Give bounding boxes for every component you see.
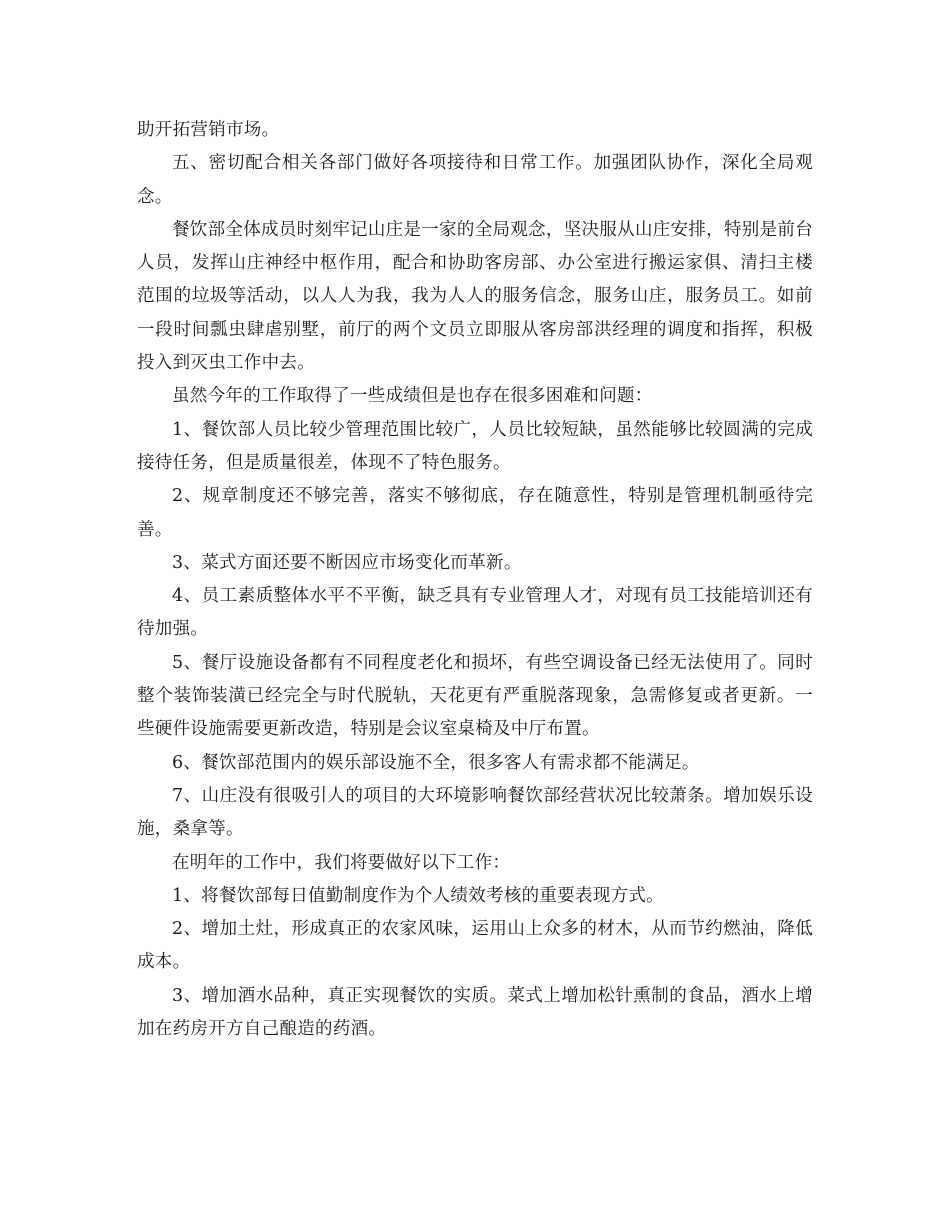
problem-item-5: 5、餐厅设施设备都有不同程度老化和损坏，有些空调设备已经无法使用了。同时整个装饰装潢已经完全与时代脱轨，天花更有严重脱落现象，急需修复或者更新。一些硬件设施需要更新改造，特别是会议室桌椅及中厅布置。 [137,652,813,740]
plan-item-3: 3、增加酒水品种，真正实现餐饮的实质。菜式上增加松针熏制的食品，酒水上增加在药房开方自己酿造的药酒。 [137,985,813,1040]
paragraph-continuation: 助开拓营销市场。 [137,120,280,140]
document-body [137,114,813,1046]
problem-item-1: 1、餐饮部人员比较少管理范围比较广，人员比较短缺，虽然能够比较圆满的完成接待任务，但是质量很差，体现不了特色服务。 [137,419,813,473]
problem-item-3: 3、菜式方面还要不断因应市场变化而革新。 [172,552,522,573]
problem-item-2: 2、规章制度还不够完善，落实不够彻底，存在随意性，特别是管理机制亟待完善。 [137,486,813,540]
paragraph-teamwork: 餐饮部全体成员时刻牢记山庄是一家的全局观念，坚决服从山庄安排，特别是前台人员，发挥山庄神经中枢作用，配合和协助客房部、办公室进行搬运家俱、清扫主楼范围的垃圾等活动，以人人为我，我为人人的服务信念，服务山庄，服务员工。如前一段时间瓢虫肆虐别墅，前厅的两个文员立即服从客房部洪经理的调度和指挥，积极投入到灭虫工作中去。 [137,219,813,374]
problem-item-6: 6、餐饮部范围内的娱乐部设施不全，很多客人有需求都不能满足。 [172,752,700,773]
paragraph-plans-intro: 在明年的工作中，我们将要做好以下工作： [172,852,511,873]
problem-item-4: 4、员工素质整体水平不平衡，缺乏具有专业管理人才，对现有员工技能培训还有待加强。 [137,586,813,640]
problem-item-7: 7、山庄没有很吸引人的项目的大环境影响餐饮部经营状况比较萧条。增加娱乐设施，桑拿等。 [137,785,813,840]
plan-item-2: 2、增加土灶，形成真正的农家风味，运用山上众多的材木，从而节约燃油，降低成本。 [137,919,813,973]
paragraph-section-five-heading: 五、密切配合相关各部门做好各项接待和日常工作。加强团队协作，深化全局观念。 [137,153,813,207]
paragraph-problems-intro: 虽然今年的工作取得了一些成绩但是也存在很多困难和问题： [172,386,653,407]
plan-item-1: 1、将餐饮部每日值勤制度作为个人绩效考核的重要表现方式。 [172,885,665,906]
